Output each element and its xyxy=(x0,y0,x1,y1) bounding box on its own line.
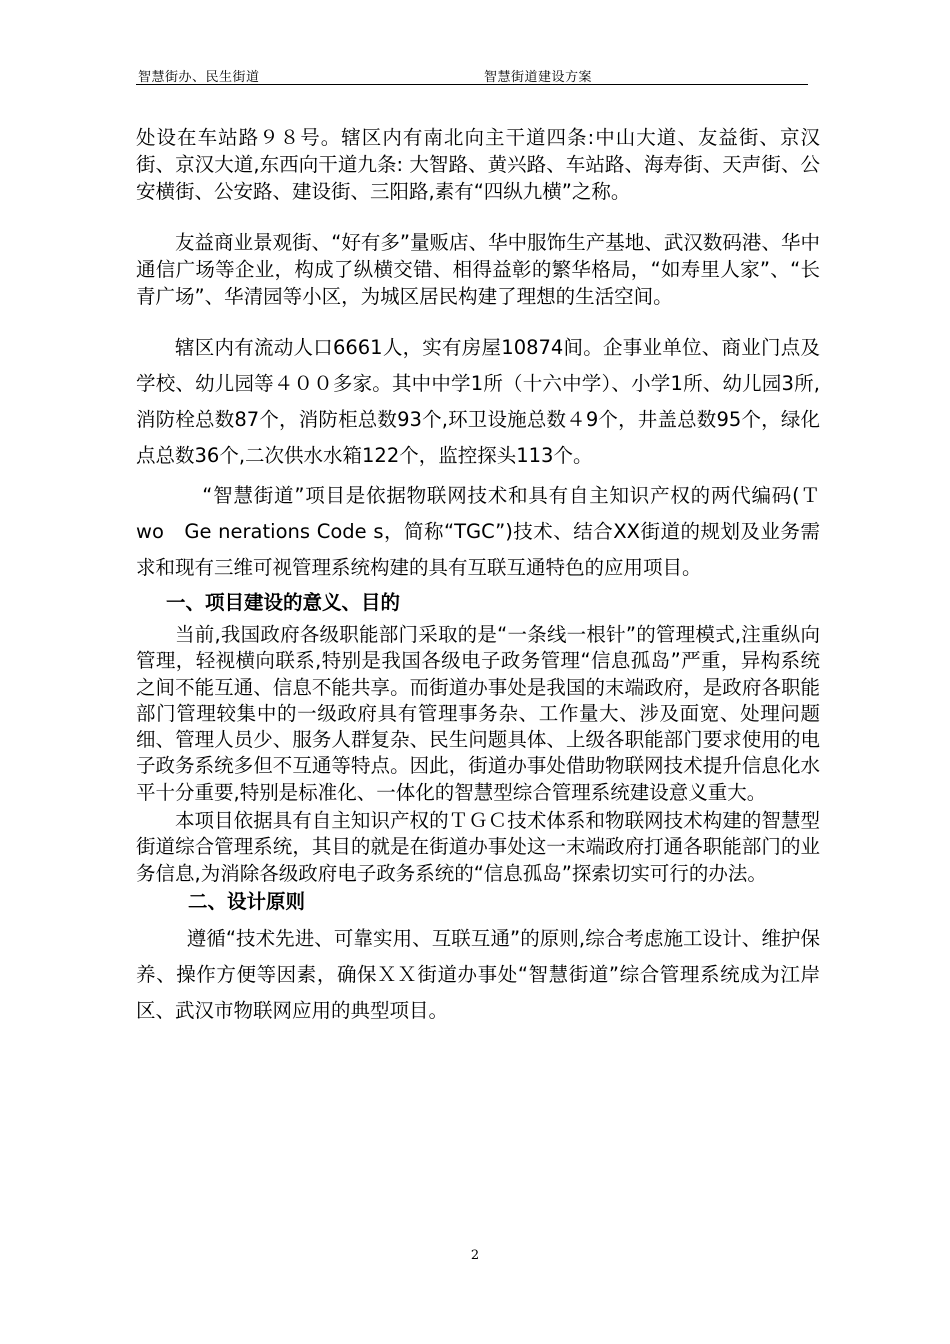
paragraph-project-overview: “智慧街道”项目是依据物联网技术和具有自主知识产权的两代编码(Ｔwo Ge nerations Code s，简称“TGC”)技术、结合XX街道的规划及业务需求和现有三维可视管理系统构建的具有互联互通特色的应用项目。 xyxy=(136,484,820,579)
section-heading-purpose: 一、项目建设的意义、目的 xyxy=(166,591,401,614)
paragraph-intro-roads: 处设在车站路９８号。辖区内有南北向主干道四条:中山大道、友益街、京汉街、京汉大道,东西向干道九条: 大智路、黄兴路、车站路、海寿街、天声街、公安横街、公安路、建设街、三阳路,素有“四纵九横”之称。 xyxy=(136,126,820,203)
paragraph-objective: 本项目依据具有自主知识产权的ＴＧＣ技术体系和物联网技术构建的智慧型街道综合管理系统，其目的就是在街道办事处这一末端政府打通各职能部门的业务信息,为消除各级政府电子政务系统的“信息孤岛”探索切实可行的办法。 xyxy=(136,809,820,885)
section-heading-principles: 二、设计原则 xyxy=(188,889,306,913)
header-left-text: 智慧街办、民生街道 xyxy=(138,70,260,85)
paragraph-commerce: 友益商业景观街、“好有多”量贩店、华中服饰生产基地、武汉数码港、华中通信广场等企业，构成了纵横交错、相得益彰的繁华格局，“如寿里人家”、“长青广场”、华清园等小区，为城区居民构建了理想的生活空间。 xyxy=(136,231,820,308)
page-header xyxy=(136,60,806,86)
paragraph-statistics: 辖区内有流动人口6661人，实有房屋10874间。企事业单位、商业门点及学校、幼儿园等４００多家。其中中学1所（十六中学）、小学1所、幼儿园3所,消防栓总数87个，消防柜总数93个,环卫设施总数４9个，井盖总数95个，绿化点总数36个,二次供水水箱122个，监控探头113个。 xyxy=(136,336,820,467)
document-body xyxy=(136,124,820,1029)
paragraph-principles: 遵循“技术先进、可靠实用、互联互通”的原则,综合考虑施工设计、维护保养、操作方便等因素，确保ＸＸ街道办事处“智慧街道”综合管理系统成为江岸区、武汉市物联网应用的典型项目。 xyxy=(136,926,820,1022)
paragraph-significance: 当前,我国政府各级职能部门采取的是“一条线一根针”的管理模式,注重纵向管理，轻视横向联系,特别是我国各级电子政务管理“信息孤岛”严重，异构系统之间不能互通、信息不能共享。而街道办事处是我国的末端政府，是政府各职能部门管理较集中的一级政府具有管理事务杂、工作量大、涉及面宽、处理问题细、管理人员少、服务人群复杂、民生问题具体、上级各职能部门要求使用的电子政务系统多但不互通等特点。因此，街道办事处借助物联网技术提升信息化水平十分重要,特别是标准化、一体化的智慧型综合管理系统建设意义重大。 xyxy=(136,623,820,804)
header-center-title: 智慧街道建设方案 xyxy=(484,70,593,85)
page-number: 2 xyxy=(470,1248,480,1263)
header-divider xyxy=(136,84,808,85)
